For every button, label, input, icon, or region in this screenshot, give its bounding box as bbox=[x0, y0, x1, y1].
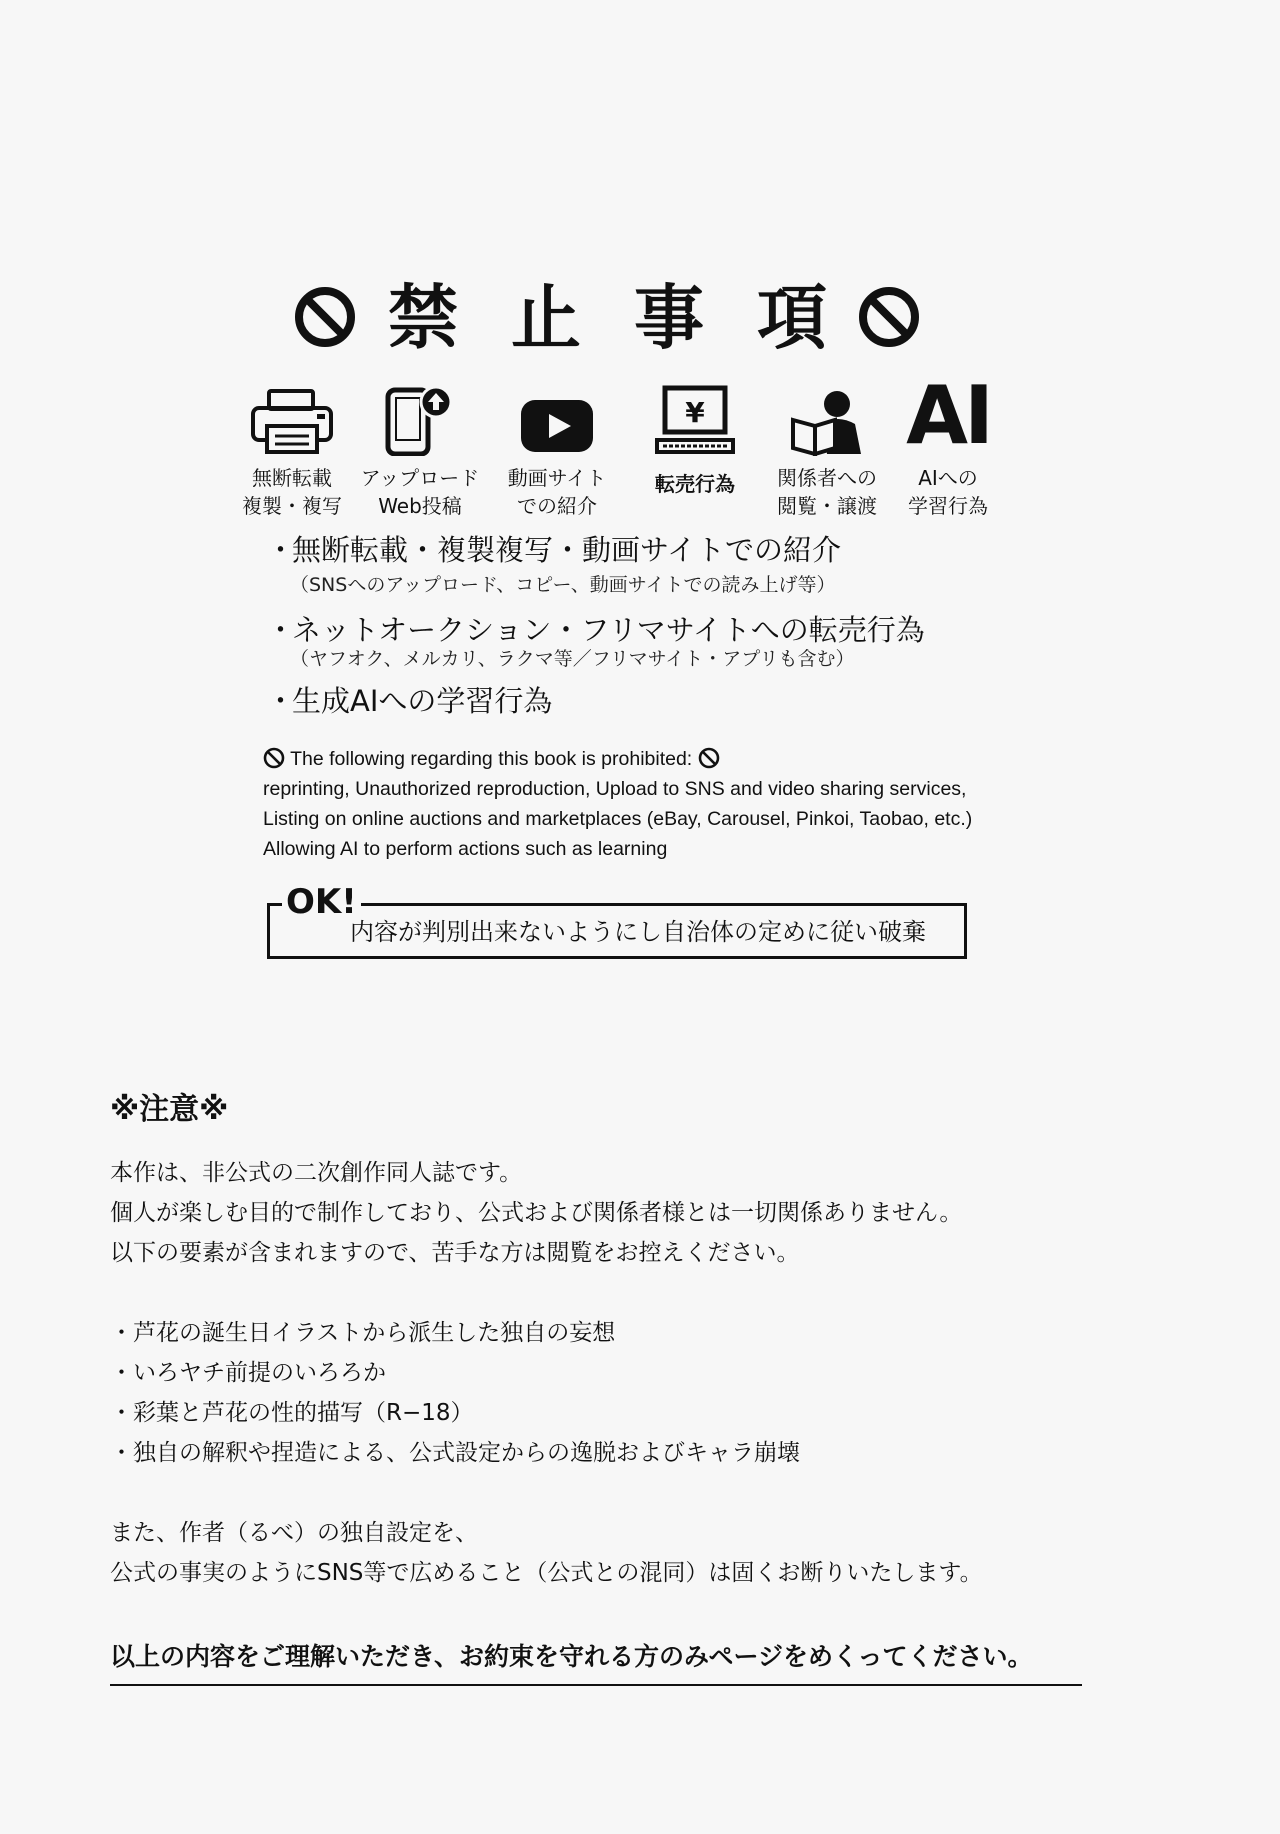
prohibited-icon bbox=[698, 747, 720, 769]
bullet-subtext: （ヤフオク、メルカリ、ラクマ等／フリマサイト・アプリも含む） bbox=[290, 648, 855, 670]
bullet-item bbox=[266, 683, 552, 719]
icon-label-line: 動画サイト bbox=[507, 466, 607, 490]
icon-cell-share bbox=[757, 378, 897, 520]
icon-label-line: 閲覧・譲渡 bbox=[777, 494, 877, 518]
final-underline bbox=[110, 1684, 1082, 1686]
notice-item: ・いろヤチ前提のいろろか bbox=[110, 1360, 386, 1386]
notice-item: ・独自の解釈や捏造による、公式設定からの逸脱およびキャラ崩壊 bbox=[110, 1440, 800, 1466]
bullet-dot: ・ bbox=[266, 533, 296, 567]
laptop-yen-icon bbox=[653, 384, 737, 456]
prohibited-icon bbox=[858, 286, 920, 348]
icon-cell-reprint bbox=[222, 378, 362, 520]
icon-label-line: 学習行為 bbox=[908, 494, 988, 518]
icon-cell-video bbox=[487, 378, 627, 520]
bullet-subtext: （SNSへのアップロード、コピー、動画サイトでの読み上げ等） bbox=[290, 574, 836, 596]
icon-label-line: AIへの bbox=[918, 466, 978, 490]
bullet-text: 無断転載・複製複写・動画サイトでの紹介 bbox=[292, 533, 841, 567]
icon-label-line: アップロード bbox=[360, 466, 480, 490]
icon-label-line: 複製・複写 bbox=[242, 494, 342, 518]
title-char: 禁 bbox=[388, 277, 458, 359]
video-play-icon bbox=[519, 396, 595, 456]
english-line: Listing on online auctions and marketplaces (eBay, Carousel, Pinkoi, Taobao, etc.) bbox=[263, 808, 973, 830]
title-row bbox=[0, 268, 1280, 368]
printer-icon bbox=[249, 388, 335, 456]
bullet-item bbox=[266, 532, 841, 568]
icon-cell-resale bbox=[625, 378, 765, 498]
final-instruction: 以上の内容をご理解いただき、お約束を守れる方のみページをめくってください。 bbox=[110, 1642, 1033, 1671]
bullet-dot: ・ bbox=[266, 613, 296, 647]
prohibited-icon bbox=[294, 286, 356, 348]
icon-label-line: 転売行為 bbox=[655, 472, 735, 496]
notice-paragraph-line: 個人が楽しむ目的で制作しており、公式および関係者様とは一切関係ありません。 bbox=[110, 1200, 963, 1226]
bullet-dot: ・ bbox=[266, 684, 296, 718]
ai-text-icon: AI bbox=[906, 369, 990, 462]
ok-text: 内容が判別出来ないようにし自治体の定めに従い破棄 bbox=[350, 918, 926, 946]
svg-text:¥: ¥ bbox=[685, 396, 705, 429]
english-heading: The following regarding this book is prohibited: bbox=[290, 748, 693, 770]
prohibited-icon bbox=[263, 747, 285, 769]
phone-upload-icon bbox=[380, 384, 460, 456]
icon-cell-upload bbox=[350, 378, 490, 520]
notice-closing-line: 公式の事実のようにSNS等で広めること（公式との混同）は固くお断りいたします。 bbox=[110, 1560, 983, 1586]
icon-label-line: Web投稿 bbox=[378, 494, 462, 518]
icon-label-line: での紹介 bbox=[517, 494, 597, 518]
english-line: reprinting, Unauthorized reproduction, Upload to SNS and video sharing services, bbox=[263, 778, 967, 800]
bullet-item bbox=[266, 612, 925, 648]
title-char: 事 bbox=[634, 277, 704, 359]
bullet-text: 生成AIへの学習行為 bbox=[292, 684, 553, 718]
icon-label-line: 関係者への bbox=[777, 466, 877, 490]
english-line: Allowing AI to perform actions such as learning bbox=[263, 838, 668, 860]
ok-disposal-box bbox=[267, 882, 967, 959]
english-notice bbox=[263, 744, 972, 864]
notice-closing-line: また、作者（るべ）の独自設定を、 bbox=[110, 1520, 478, 1546]
title-char: 項 bbox=[757, 277, 827, 359]
ok-label: OK! bbox=[282, 880, 361, 924]
title-char: 止 bbox=[511, 277, 581, 359]
icon-cell-ai bbox=[878, 369, 1018, 520]
person-book-icon bbox=[787, 390, 867, 456]
notice-paragraph-line: 本作は、非公式の二次創作同人誌です。 bbox=[110, 1160, 523, 1186]
icon-label-line: 無断転載 bbox=[252, 466, 332, 490]
notice-title: ※注意※ bbox=[110, 1092, 229, 1127]
english-heading-row bbox=[263, 744, 972, 774]
notice-item: ・彩葉と芦花の性的描写（R−18） bbox=[110, 1400, 474, 1426]
notice-item: ・芦花の誕生日イラストから派生した独自の妄想 bbox=[110, 1320, 616, 1346]
bullet-text: ネットオークション・フリマサイトへの転売行為 bbox=[292, 613, 925, 647]
notice-paragraph-line: 以下の要素が含まれますので、苦手な方は閲覧をお控えください。 bbox=[110, 1240, 800, 1266]
